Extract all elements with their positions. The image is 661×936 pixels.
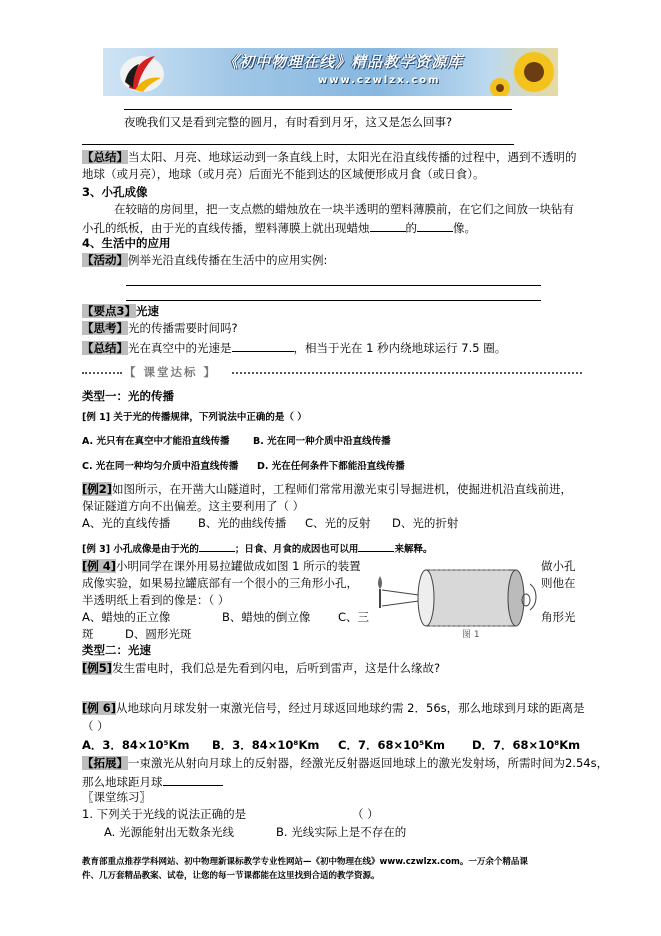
banner-title: 《初中物理在线》精品教学资源库	[223, 53, 464, 71]
figure-pinhole-camera	[370, 556, 540, 641]
option-b: B. 光在同一种介质中沿直线传播	[253, 436, 391, 447]
option-b: B．3．84×10⁸Km	[212, 738, 320, 752]
example-1: [例 1] 关于光的传播规律，下列说法中正确的是（ ）	[82, 412, 307, 423]
option-b: B. 光线实际上是不存在的	[276, 825, 407, 839]
header-banner	[103, 48, 558, 96]
blank	[358, 540, 394, 552]
text-line: 则他在	[541, 576, 576, 590]
blank	[417, 220, 453, 232]
option-c: C. 光在同一种均匀介质中沿直线传播	[82, 461, 239, 472]
answer-line	[126, 300, 541, 301]
extension-line: 【拓展】一束激光从射向月球上的反射器，经激光反射器返回地球上的激光发射场，所需时间为2.54s，	[82, 756, 609, 770]
heading-pinhole: 3、小孔成像	[82, 185, 148, 199]
summary-text: 当太阳、月亮、地球运动到一条直线上时，太阳光在沿直线传播的过程中，遇到不透明的	[128, 150, 577, 164]
section-title: 【 课堂达标 】	[124, 365, 218, 379]
text-line: 保证隧道方向不出偏差。这主要利用了（ ）	[82, 499, 305, 513]
answer-line	[126, 285, 541, 286]
point-heading: 【要点3】光速	[82, 304, 160, 318]
option-d: D．7．68×10⁸Km	[472, 738, 581, 752]
example-2: [例2]如图所示，在开凿大山隧道时，工程师们常常用激光束引导掘进机，使掘进机沿直线前进，	[82, 482, 573, 496]
heading-application: 4、生活中的应用	[82, 236, 171, 250]
blank	[370, 220, 406, 232]
blank	[199, 540, 235, 552]
option-c: C．7．68×10⁵Km	[338, 738, 446, 752]
summary-line	[82, 151, 577, 164]
option-c: C、光的反射	[305, 516, 371, 530]
text-line: 在较暗的房间里，把一支点燃的蜡烛放在一块半透明的塑料薄膜前，在它们之间放一块钻有	[114, 202, 574, 216]
practice-heading: 〖课堂练习〗	[82, 790, 151, 804]
option-a: A、蜡烛的正立像	[82, 610, 171, 624]
blank	[232, 340, 294, 352]
footer-line: 教育部重点推荐学科网站、初中物理新课标教学专业性网站—《初中物理在线》www.czwlzx.com。一万余个精品课	[82, 857, 528, 867]
text-line: 做小孔	[541, 559, 576, 573]
text-line: （ ）	[352, 807, 379, 821]
option-a: A. 光源能射出无数条光线	[104, 825, 234, 839]
example-3: [例 3] 小孔成像是由于光的 ；日食、月食的成因也可以用 来解释。	[82, 540, 432, 556]
section-divider	[82, 366, 582, 380]
type-heading: 类型一：光的传播	[82, 389, 174, 403]
option-a: A. 光只有在真空中才能沿直线传播	[82, 436, 230, 447]
logo-icon	[107, 48, 177, 96]
option-b: B、光的曲线传播	[198, 516, 287, 530]
type-heading: 类型二：光速	[82, 643, 151, 657]
option-d: D. 光在任何条件下都能沿直线传播	[257, 461, 405, 472]
blank	[163, 774, 223, 786]
think-line: 【思考】光的传播需要时间吗?	[82, 321, 238, 335]
option-d: D、圆形光斑	[125, 627, 192, 641]
option-d: D、光的折射	[392, 516, 459, 530]
summary-line: 【总结】光在真空中的光速是 ，相当于光在 1 秒内绕地球运行 7.5 圈。	[82, 341, 507, 355]
text-line: 斑	[82, 627, 94, 641]
fill-line: 小孔的纸板，由于光的直线传播，塑料薄膜上就出现蜡烛 的 像。	[82, 221, 476, 235]
option-a: A、光的直线传播	[82, 516, 171, 530]
activity-line: 【活动】例举光沿直线传播在生活中的应用实例:	[82, 253, 328, 267]
text-line: 成像实验，如果易拉罐底部有一个很小的三角形小孔，	[82, 576, 358, 590]
rule	[124, 109, 512, 110]
example-5: [例5]发生雷电时，我们总是先看到闪电，后听到雷声，这是什么缘故?	[82, 661, 441, 675]
figure-caption: 图 1	[462, 630, 480, 640]
fill-line: 那么地球距月球	[82, 774, 223, 789]
practice-1: 1. 下列关于光线的说法正确的是	[82, 807, 247, 821]
pinhole-camera-icon	[370, 556, 540, 641]
option-b: B、蜡烛的倒立像	[222, 610, 311, 624]
option-c: C、三	[338, 610, 370, 624]
footer-line: 件、几万套精品教案、试卷，让您的每一节课都能在这里找到合适的教学资源。	[82, 871, 380, 881]
summary-label: 【总结】	[82, 150, 128, 164]
text-line: 半透明纸上看到的像是：（ ）	[82, 593, 230, 607]
option-a: A．3．84×10⁵Km	[82, 738, 190, 752]
banner-url: www.czwlzx.com	[318, 75, 441, 86]
text-line: （ ）	[82, 719, 109, 733]
example-4: [例 4]小明同学在课外用易拉罐做成如图 1 所示的装置	[82, 559, 361, 573]
text-line: 夜晚我们又是看到完整的圆月，有时看到月牙，这又是怎么回事?	[124, 115, 453, 129]
example-6: [例 6]从地球向月球发射一束激光信号，经过月球返回地球约需 2．56s，那么地球到月球的距离是	[82, 701, 585, 715]
text-line: 地球（或月亮），地球（或月亮）后面光不能到达的区域便形成月食（或日食）。	[82, 167, 485, 181]
sunflower-icon	[488, 48, 558, 96]
rule	[82, 144, 514, 145]
text-line: 角形光	[541, 610, 576, 624]
